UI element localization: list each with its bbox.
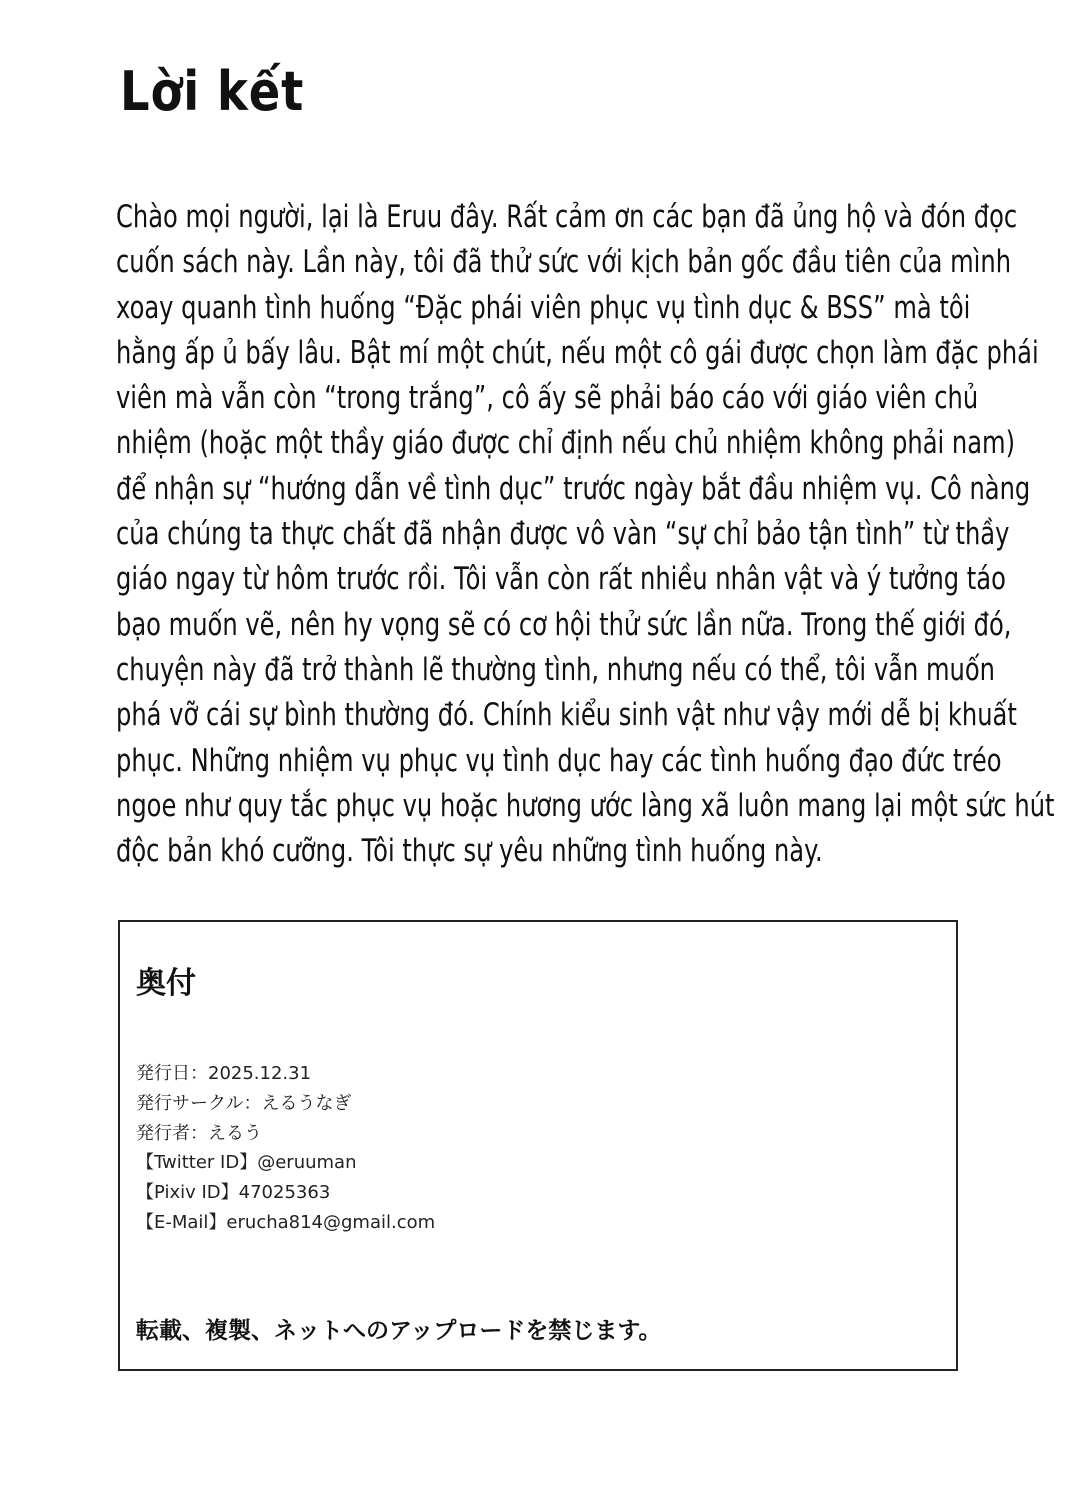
afterword-line: của chúng ta thực chất đã nhận được vô vàn “sự chỉ bảo tận tình” từ thầy [116, 516, 1010, 553]
afterword-body [116, 195, 1080, 874]
publishing-circle: 発行サークル：えるうなぎ [136, 1092, 352, 1114]
publish-date: 発行日：2025.12.31 [136, 1063, 312, 1084]
afterword-line: phá vỡ cái sự bình thường đó. Chính kiểu sinh vật như vậy mới dễ bị khuất [116, 697, 1017, 734]
afterword-line: giáo ngay từ hôm trước rồi. Tôi vẫn còn rất nhiều nhân vật và ý tưởng táo [116, 561, 1006, 598]
twitter-id: 【Twitter ID】@eruuman [136, 1152, 357, 1174]
afterword-line: ngoe như quy tắc phục vụ hoặc hương ước làng xã luôn mang lại một sức hút [116, 787, 1055, 824]
afterword-line: để nhận sự “hướng dẫn về tình dục” trước ngày bắt đầu nhiệm vụ. Cô nàng [116, 470, 1031, 507]
pixiv-id: 【Pixiv ID】47025363 [136, 1182, 331, 1204]
copyright-notice: 転載、複製、ネットへのアップロードを禁じます。 [136, 1318, 662, 1344]
colophon-box [118, 920, 958, 1371]
email: 【E-Mail】erucha814@gmail.com [136, 1211, 436, 1233]
afterword-line: độc bản khó cưỡng. Tôi thực sự yêu những tình huống này. [116, 833, 823, 870]
afterword-line: bạo muốn vẽ, nên hy vọng sẽ có cơ hội thử sức lần nữa. Trong thế giới đó, [116, 606, 1012, 643]
publisher: 発行者：えるう [136, 1122, 262, 1144]
afterword-line: viên mà vẫn còn “trong trắng”, cô ấy sẽ phải báo cáo với giáo viên chủ [116, 380, 979, 417]
afterword-title: Lời kết [120, 60, 305, 123]
afterword-line: phục. Những nhiệm vụ phục vụ tình dục hay các tình huống đạo đức tréo [116, 742, 1002, 779]
afterword-line: chuyện này đã trở thành lẽ thường tình, nhưng nếu có thể, tôi vẫn muốn [116, 651, 995, 688]
afterword-line: xoay quanh tình huống “Đặc phái viên phục vụ tình dục & BSS” mà tôi [116, 289, 971, 326]
afterword-line: hằng ấp ủ bấy lâu. Bật mí một chút, nếu một cô gái được chọn làm đặc phái [116, 334, 1039, 371]
colophon-title: 奥付 [136, 966, 196, 1001]
afterword-line: cuốn sách này. Lần này, tôi đã thử sức với kịch bản gốc đầu tiên của mình [116, 244, 1012, 281]
colophon-info [136, 1059, 435, 1238]
afterword-line: Chào mọi người, lại là Eruu đây. Rất cảm ơn các bạn đã ủng hộ và đón đọc [116, 199, 1018, 235]
afterword-line: nhiệm (hoặc một thầy giáo được chỉ định nếu chủ nhiệm không phải nam) [116, 425, 1016, 462]
